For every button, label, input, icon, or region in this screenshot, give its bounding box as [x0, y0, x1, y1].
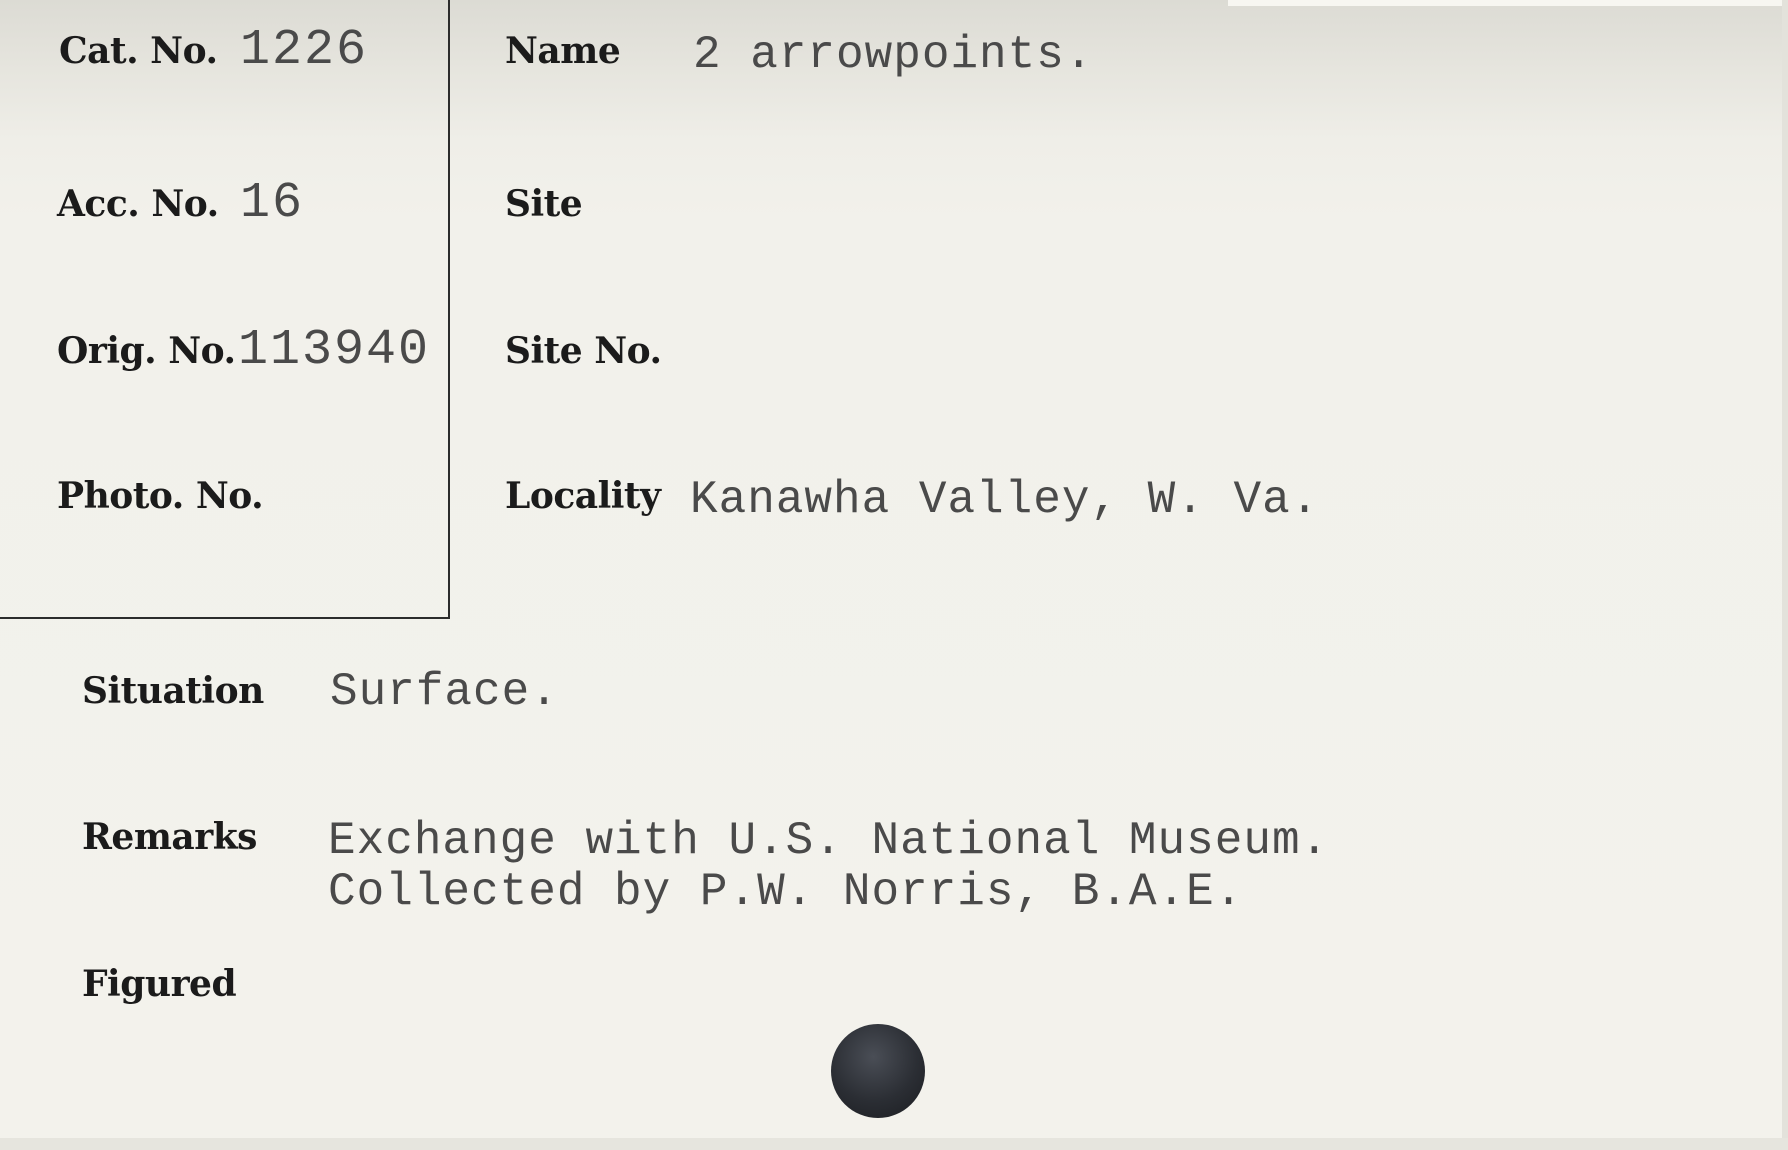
situation-label: Situation — [82, 670, 264, 712]
photo-no-label: Photo. No. — [57, 475, 264, 517]
remarks-line-1: Exchange with U.S. National Museum. — [328, 815, 1330, 867]
locality-value: Kanawha Valley, W. Va. — [690, 474, 1320, 526]
remarks-line-2: Collected by P.W. Norris, B.A.E. — [328, 866, 1244, 918]
locality-label: Locality — [505, 475, 661, 517]
card-edge-highlight — [1228, 0, 1788, 6]
number-box — [0, 0, 450, 619]
situation-value: Surface. — [330, 666, 559, 718]
card-right-edge — [1782, 0, 1788, 1150]
card-bottom-edge — [0, 1138, 1788, 1150]
site-no-label: Site No. — [505, 330, 662, 372]
orig-no-value: 113940 — [238, 322, 431, 379]
name-label: Name — [505, 30, 621, 72]
orig-no-label: Orig. No. — [57, 330, 236, 372]
remarks-label: Remarks — [82, 816, 257, 858]
cat-no-value: 1226 — [240, 22, 369, 79]
cat-no-label: Cat. No. — [59, 30, 218, 72]
site-label: Site — [505, 183, 583, 225]
punch-hole — [831, 1024, 925, 1118]
acc-no-label: Acc. No. — [57, 183, 219, 225]
figured-label: Figured — [82, 963, 237, 1005]
acc-no-value: 16 — [240, 175, 305, 232]
name-value: 2 arrowpoints. — [693, 29, 1094, 81]
